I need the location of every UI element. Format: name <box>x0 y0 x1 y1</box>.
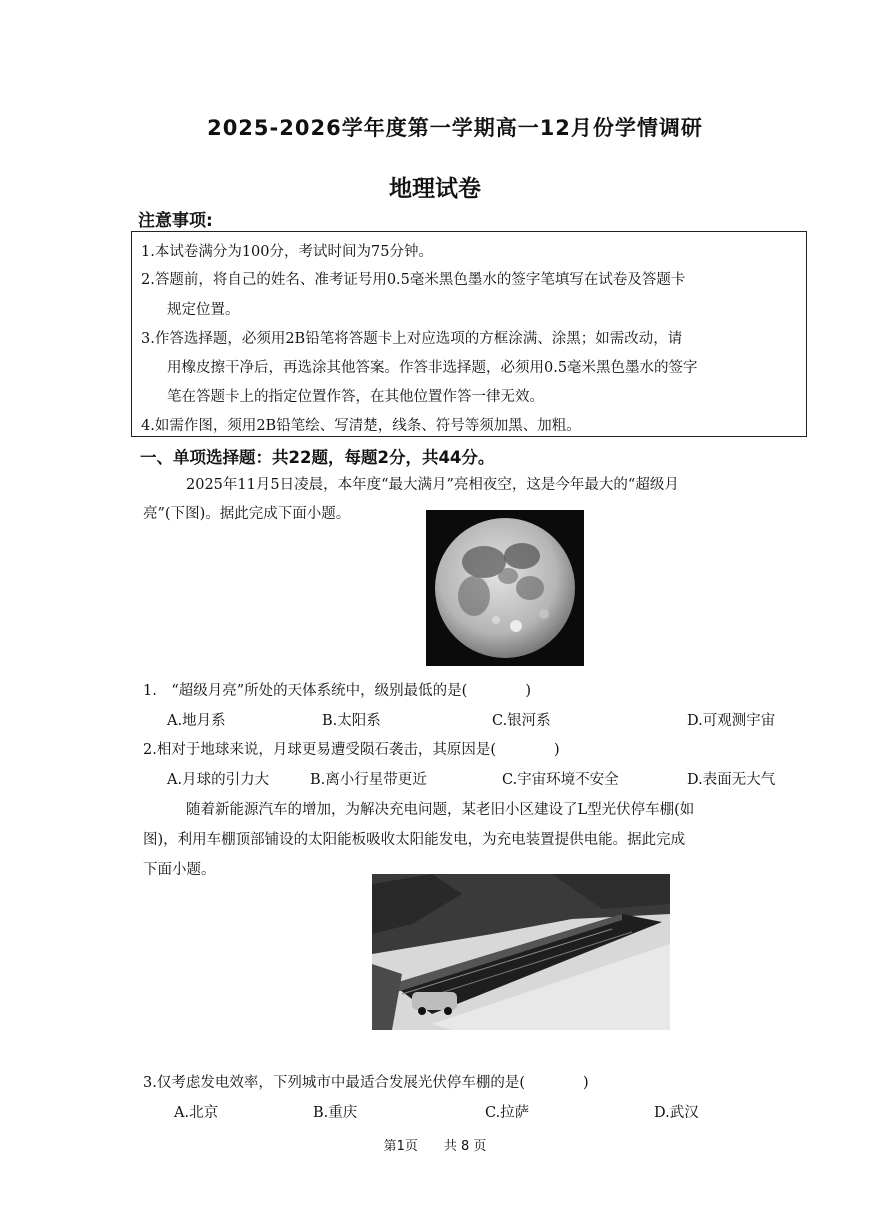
carport-image <box>372 874 670 1030</box>
notice-line-3: 3.作答选择题，必须用2B铅笔将答题卡上对应选项的方框涂满、涂黑；如需改动，请 <box>141 331 683 347</box>
q3-stem: 3.仅考虑发电效率，下列城市中最适合发展光伏停车棚的是( ) <box>143 1075 589 1091</box>
passage1-line-2: 亮”(下图)。据此完成下面小题。 <box>143 506 351 522</box>
exam-subject: 地理试卷 <box>389 176 481 202</box>
notice-line-2: 2.答题前，将自己的姓名、准考证号用0.5毫米黑色墨水的签字笔填写在试卷及答题卡 <box>141 272 686 288</box>
q3-option-c[interactable]: C.拉萨 <box>485 1105 530 1121</box>
q3-option-b[interactable]: B.重庆 <box>313 1105 358 1121</box>
passage2-line-3: 下面小题。 <box>143 862 216 878</box>
q1-option-a[interactable]: A.地月系 <box>167 713 226 729</box>
notice-line-3-cont-a: 用橡皮擦干净后，再选涂其他答案。作答非选择题，必须用0.5毫米黑色墨水的签字 <box>167 360 698 376</box>
section-heading: 一、单项选择题：共22题，每题2分，共44分。 <box>140 448 495 467</box>
page-number: 第1页 共 8 页 <box>383 1139 487 1154</box>
supermoon-photo <box>426 510 584 666</box>
q1-stem: 1. “超级月亮”所处的天体系统中，级别最低的是( ) <box>143 683 531 699</box>
passage2-line-1: 随着新能源汽车的增加，为解决充电问题，某老旧小区建设了L型光伏停车棚(如 <box>186 802 695 818</box>
q2-option-d[interactable]: D.表面无大气 <box>687 772 776 788</box>
q2-option-c[interactable]: C.宇宙环境不安全 <box>502 772 619 788</box>
passage2-line-2: 图)，利用车棚顶部铺设的太阳能板吸收太阳能发电，为充电装置提供电能。据此完成 <box>143 832 686 848</box>
notice-line-3-cont-b: 笔在答题卡上的指定位置作答，在其他位置作答一律无效。 <box>167 389 544 405</box>
solar-carport-photo <box>372 874 670 1030</box>
q1-option-d[interactable]: D.可观测宇宙 <box>687 713 776 729</box>
notice-line-2-cont: 规定位置。 <box>167 302 240 318</box>
q3-option-d[interactable]: D.武汉 <box>654 1105 699 1121</box>
q1-option-b[interactable]: B.太阳系 <box>322 713 381 729</box>
passage1-line-1: 2025年11月5日凌晨，本年度“最大满月”亮相夜空，这是今年最大的“超级月 <box>186 477 679 493</box>
q2-option-b[interactable]: B.离小行星带更近 <box>310 772 427 788</box>
q2-stem: 2.相对于地球来说，月球更易遭受陨石袭击，其原因是( ) <box>143 742 560 758</box>
notice-heading: 注意事项: <box>138 211 213 231</box>
q1-option-c[interactable]: C.银河系 <box>492 713 551 729</box>
notice-line-1: 1.本试卷满分为100分，考试时间为75分钟。 <box>141 244 433 260</box>
exam-title: 2025-2026学年度第一学期高一12月份学情调研 <box>207 116 703 140</box>
q2-option-a[interactable]: A.月球的引力大 <box>167 772 270 788</box>
moon-image <box>426 510 584 666</box>
q3-option-a[interactable]: A.北京 <box>174 1105 219 1121</box>
notice-line-4: 4.如需作图，须用2B铅笔绘、写清楚，线条、符号等须加黑、加粗。 <box>141 418 581 434</box>
